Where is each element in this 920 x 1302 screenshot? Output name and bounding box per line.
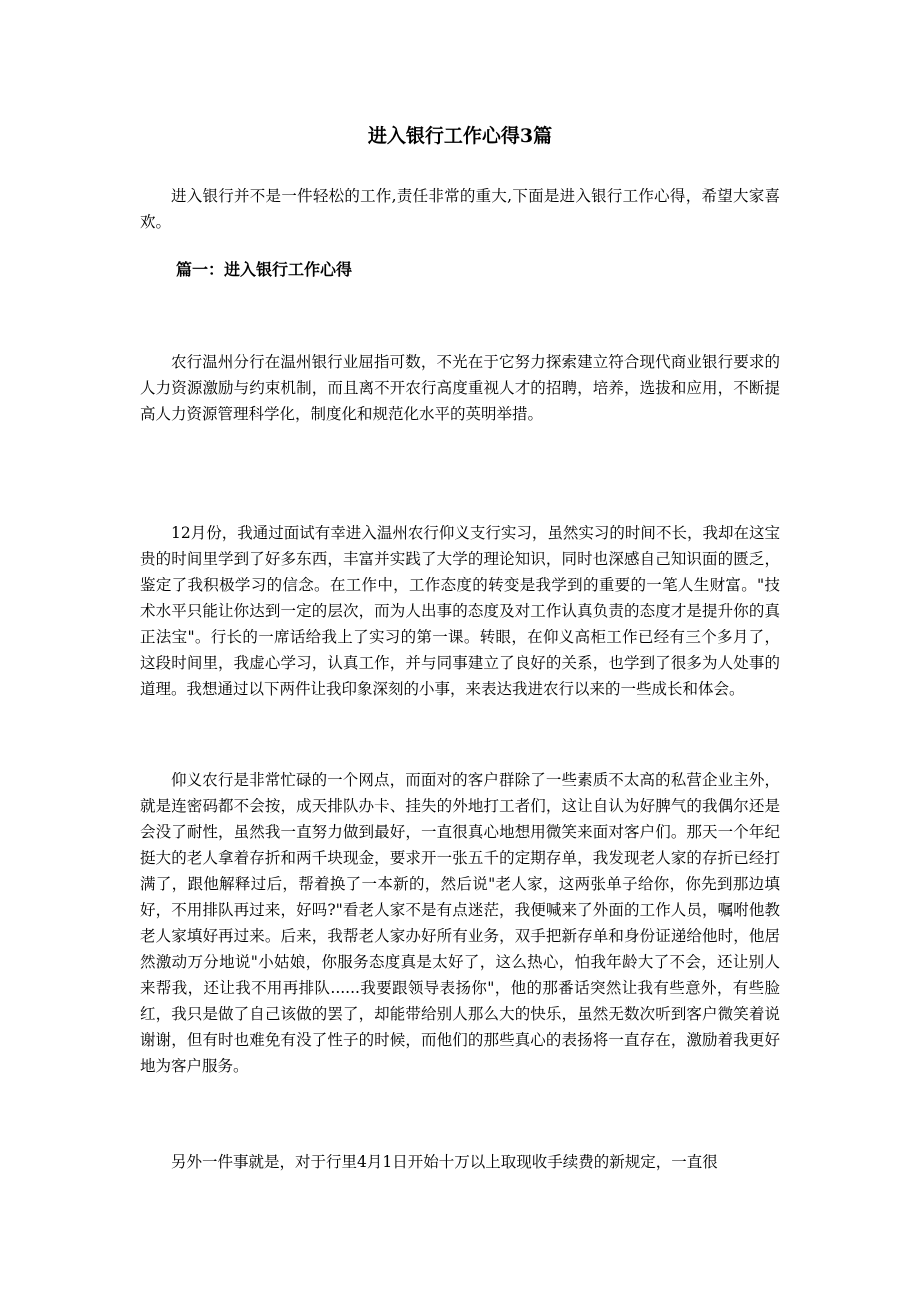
intro-paragraph: 进入银行并不是一件轻松的工作,责任非常的重大,下面是进入银行工作心得，希望大家喜欢。 [140,187,780,231]
body-paragraph-4: 另外一件事就是，对于行里4月1日开始十万以上取现收手续费的新规定，一直很 [171,1153,718,1171]
body-paragraph-1: 农行温州分行在温州银行业屈指可数，不光在于它努力探索建立符合现代商业银行要求的人力资源激励与约束机制，而且离不开农行高度重视人才的招聘，培养，选拔和应用，不断提高人力资源管理科学化，制度化和规范化水平的英明举措。 [140,353,780,423]
body-paragraph-3: 仰义农行是非常忙碌的一个网点，而面对的客户群除了一些素质不太高的私营企业主外，就是连密码都不会按，成天排队办卡、挂失的外地打工者们，这让自认为好脾气的我偶尔还是会没了耐性，虽然我一直努力做到最好，一直很真心地想用微笑来面对客户们。那天一个年纪挺大的老人拿着存折和两千块现金，要求开一张五千的定期存单，我发现老人家的存折已经打满了，跟他解释过后，帮着换了一本新的，然后说"老人家，这两张单子给你，你先到那边填好，不用排队再过来，好吗?"看老人家不是有点迷茫，我便喊来了外面的工作人员，嘱咐他教老人家填好再过来。后来，我帮老人家办好所有业务，双手把新存单和身份证递给他时，他居然激动万分地说"小姑娘，你服务态度真是太好了，这么热心，怕我年龄大了不会，还让别人来帮我，还让我不用再排队......我要跟领导表扬你"，他的那番话突然让我有些意外，有些脸红，我只是做了自己该做的罢了，却能带给别人那么大的快乐，虽然无数次听到客户微笑着说谢谢，但有时也难免有没了性子的时候，而他们的那些真心的表扬将一直存在，激励着我更好地为客户服务。 [140,771,780,1075]
section-heading: 篇一：进入银行工作心得 [176,260,353,279]
body-paragraph-2: 12月份，我通过面试有幸进入温州农行仰义支行实习，虽然实习的时间不长，我却在这宝贵的时间里学到了好多东西，丰富并实践了大学的理论知识，同时也深感自己知识面的匮乏，鉴定了我积极学习的信念。在工作中，工作态度的转变是我学到的重要的一笔人生财富。"技术水平只能让你达到一定的层次，而为人出事的态度及对工作认真负责的态度才是提升你的真正法宝"。行长的一席话给我上了实习的第一课。转眼，在仰义高柜工作已经有三个多月了，这段时间里，我虚心学习，认真工作，并与同事建立了良好的关系，也学到了很多为人处事的道理。我想通过以下两件让我印象深刻的小事，来表达我进农行以来的一些成长和体会。 [140,524,780,698]
document-title: 进入银行工作心得3篇 [367,125,553,147]
